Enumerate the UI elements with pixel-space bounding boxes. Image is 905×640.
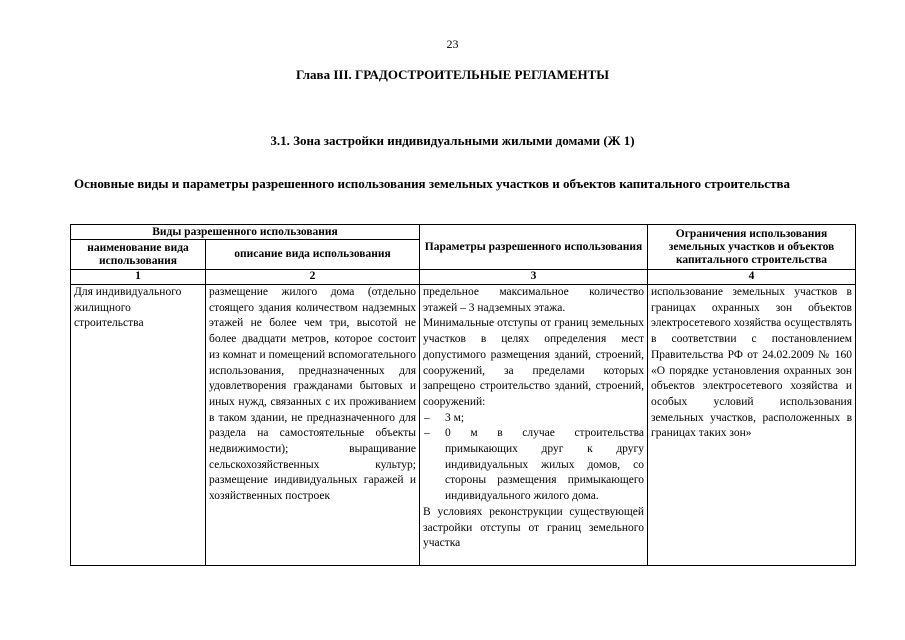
usage-name-cell [71,285,206,566]
chapter-title: Глава III. ГРАДОСТРОИТЕЛЬНЫЕ РЕГЛАМЕНТЫ [295,67,610,82]
column-number-row [71,270,856,285]
list-item-text: 3 м; [445,411,465,424]
column-number: 2 [206,270,420,285]
restrictions-text: использование земельных участков в границах охранных зон объектов электросетевого хозяйства осуществлять в соответствии с постановлением Правительства РФ от 24.02.2009 № 160 «О порядке установления охранных зон объектов электросетевого хозяйства и особых условий использования земельных участков, расположенных в границах таких зон» [651,286,852,440]
page-number: 23 [446,37,459,51]
usage-description: размещение жилого дома (отдельно стоящего здания количеством надземных этажей не более чем три, высотой не более двадцати метров, которое состоит из комнат и помещений вспомогательного использования, предназначенных для удовлетворения гражданами бытовых и иных нужд, связанных с их проживанием в таком здании, не предназначенного для раздела на самостоятельные объекты недвижимости); выращивание сельскохозяйственных культур; размещение индивидуальных гаражей и хозяйственных построек [209,286,416,503]
usage-name: Для индивидуального жилищного строительства [74,286,182,330]
setback-list [423,411,644,505]
list-item [423,411,644,427]
parameter-setbacks: Минимальные отступы от границ земельных участков в целях определения мест допустимого размещения зданий, строений, сооружений, за пределами которых запрещено строительство зданий, строений, сооружений: [423,317,644,408]
column-number: 3 [420,270,648,285]
column-number: 1 [71,270,206,285]
parameter-max-floors: предельное максимальное количество этажей – 3 надземных этажа. [423,286,644,314]
column-number: 4 [648,270,856,285]
section-title: 3.1. Зона застройки индивидуальными жилыми домами (Ж 1) [270,133,635,148]
header-usage-name: наименование вида использования [71,240,206,270]
usage-description-cell [206,285,420,566]
table-row [71,285,856,566]
list-item-text: 0 м в случае строительства примыкающих друг к другу индивидуальных жилых домов, со стороны размещения примыкающего индивидуального жилого дома. [445,427,644,503]
restrictions-cell [648,285,856,566]
list-dash: – [424,427,430,440]
parameter-reconstruction: В условиях реконструкции существующей застройки отступы от границ земельного участка [423,505,644,550]
list-dash: – [424,411,430,424]
list-item [423,426,644,505]
header-parameters: Параметры разрешенного использования [420,225,648,270]
intro-heading: Основные виды и параметры разрешенного использования земельных участков и объектов капитального строительства [74,176,790,191]
header-usage-description: описание вида использования [206,240,420,270]
regulations-table [70,224,856,566]
header-group-usage-types: Виды разрешенного использования [71,225,420,240]
parameters-cell [420,285,648,566]
header-restrictions: Ограничения использования земельных участков и объектов капитального строительства [648,225,856,270]
